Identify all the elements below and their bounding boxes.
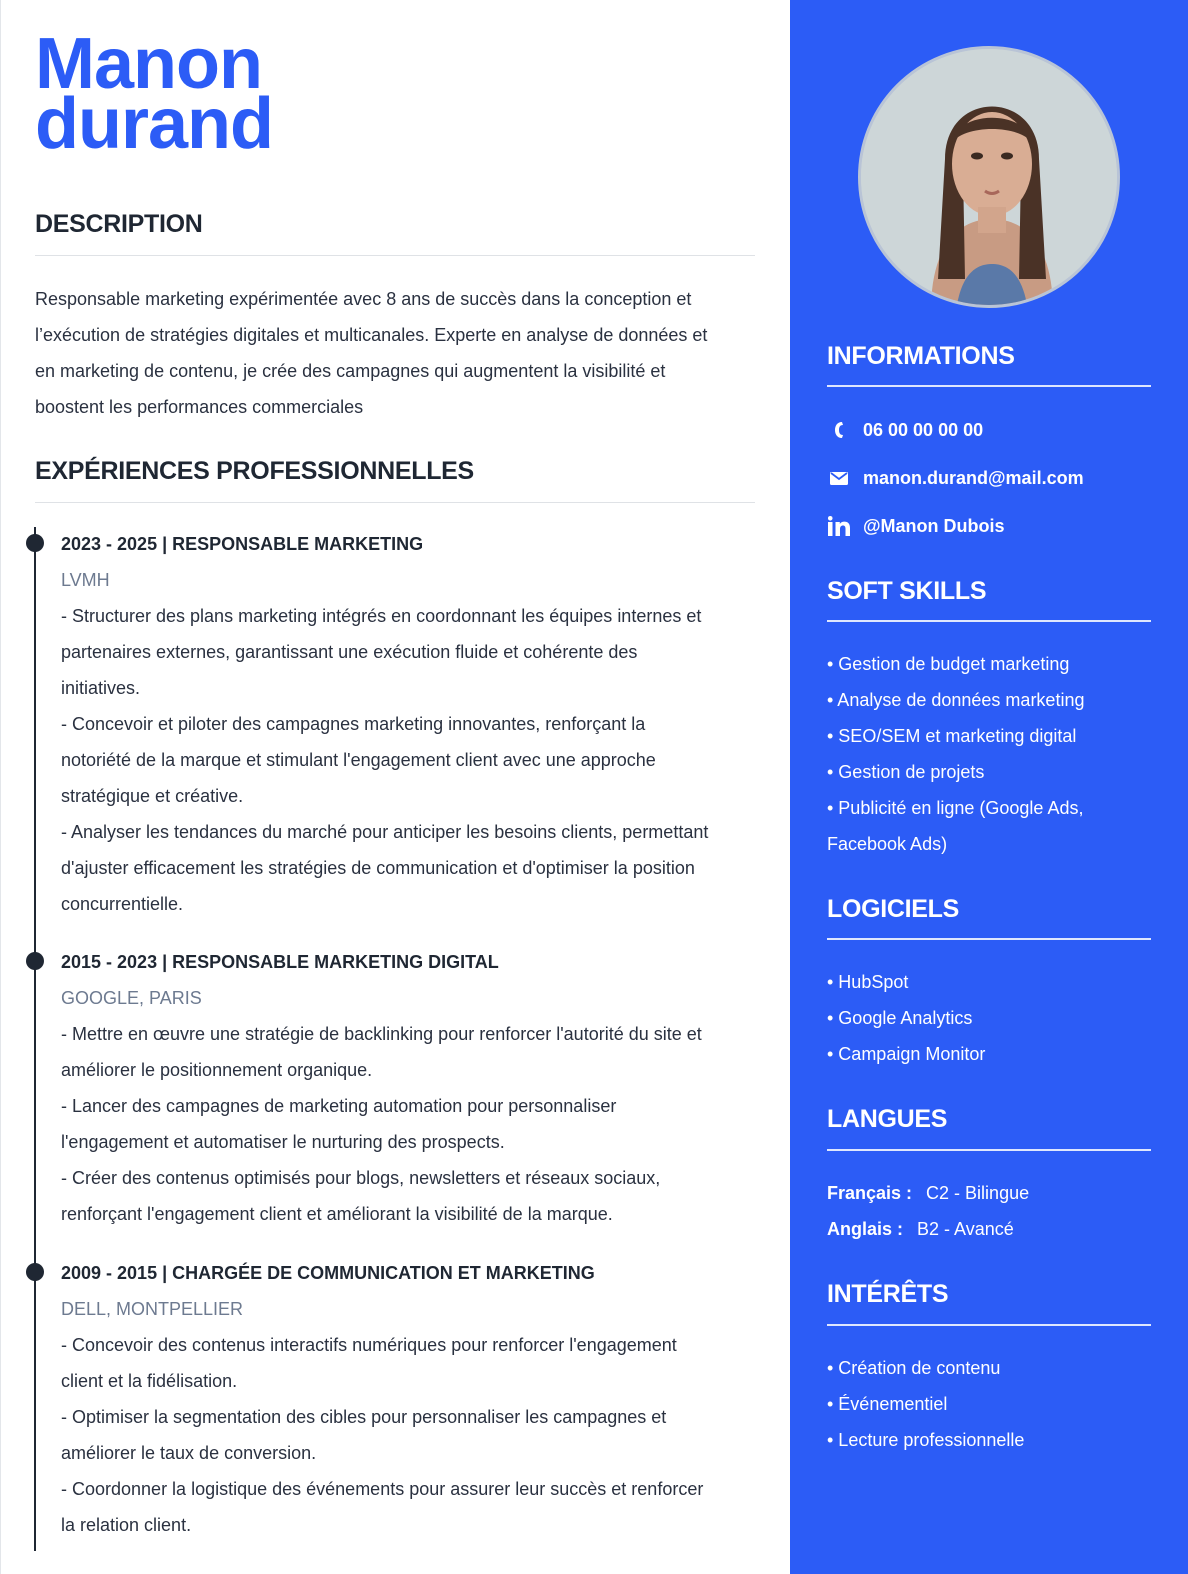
list-item: • Création de contenu [827, 1358, 1001, 1378]
job-entry [61, 1255, 761, 1543]
candidate-name [35, 24, 273, 164]
timeline-line [34, 527, 36, 1551]
first-name: Manon [35, 24, 262, 104]
list-item: • Analyse de données marketing [827, 690, 1085, 710]
interests-list [827, 1350, 1157, 1458]
job-entry [61, 944, 761, 1232]
timeline-dot [26, 952, 44, 970]
job-line: - Structurer des plans marketing intégrés en coordonnant les équipes internes et [61, 606, 702, 626]
job-line: améliorer le taux de conversion. [61, 1443, 317, 1463]
divider [827, 938, 1151, 940]
job-line: concurrentielle. [61, 894, 184, 914]
timeline-dot [26, 1263, 44, 1281]
linkedin-row[interactable] [827, 514, 1005, 538]
language-item [827, 1175, 1029, 1211]
divider [827, 385, 1151, 387]
job-line: - Mettre en œuvre une stratégie de backlinking pour renforcer l'autorité du site et [61, 1024, 702, 1044]
list-item: • Google Analytics [827, 1008, 973, 1028]
job-line: client et la fidélisation. [61, 1371, 238, 1391]
job-line: - Créer des contenus optimisés pour blogs, newsletters et réseaux sociaux, [61, 1168, 661, 1188]
description-line: l’exécution de stratégies digitales et multicanales. Experte en analyse de données et [35, 325, 708, 345]
job-line: l'engagement et automatiser le nurturing des prospects. [61, 1132, 505, 1152]
job-line: notoriété de la marque et stimulant l'engagement client avec une approche [61, 750, 656, 770]
list-item: • Campaign Monitor [827, 1044, 986, 1064]
linkedin-handle: @Manon Dubois [863, 515, 1005, 536]
informations-heading: INFORMATIONS [827, 342, 1015, 370]
email-address: manon.durand@mail.com [863, 467, 1084, 488]
job-line: renforçant l'engagement client et améliorant la visibilité de la marque. [61, 1204, 613, 1224]
list-item: • HubSpot [827, 972, 909, 992]
job-line: - Lancer des campagnes de marketing automation pour personnaliser [61, 1096, 617, 1116]
soft-skills-list [827, 646, 1157, 862]
divider [35, 502, 755, 503]
description-line: en marketing de contenu, je crée des campagnes qui augmentent la visibilité et [35, 361, 666, 381]
job-entry [61, 526, 761, 922]
phone-row[interactable] [827, 418, 983, 442]
job-company: LVMH [61, 570, 110, 590]
list-item: • Gestion de budget marketing [827, 654, 1070, 674]
job-title: 2023 - 2025 | RESPONSABLE MARKETING [61, 534, 424, 554]
linkedin-icon [827, 514, 851, 538]
language-level: C2 - Bilingue [926, 1183, 1030, 1203]
software-heading: LOGICIELS [827, 895, 960, 923]
job-line: partenaires externes, garantissant une exécution fluide et cohérente des [61, 642, 638, 662]
list-item: Facebook Ads) [827, 834, 948, 854]
list-item: • Gestion de projets [827, 762, 985, 782]
portrait-illustration [861, 49, 1120, 308]
experience-heading: EXPÉRIENCES PROFESSIONNELLES [35, 457, 474, 485]
job-line: initiatives. [61, 678, 141, 698]
job-title: 2015 - 2023 | RESPONSABLE MARKETING DIGITAL [61, 952, 499, 972]
phone-icon [827, 418, 851, 442]
list-item: • Événementiel [827, 1394, 948, 1414]
interests-heading: INTÉRÊTS [827, 1280, 949, 1308]
soft-skills-heading: SOFT SKILLS [827, 577, 987, 605]
job-line: stratégique et créative. [61, 786, 244, 806]
list-item: • SEO/SEM et marketing digital [827, 726, 1077, 746]
job-line: améliorer le positionnement organique. [61, 1060, 373, 1080]
divider [827, 1324, 1151, 1326]
description-heading: DESCRIPTION [35, 210, 203, 238]
last-name: durand [35, 84, 273, 164]
software-list [827, 964, 1157, 1072]
profile-photo [858, 46, 1120, 308]
divider [35, 255, 755, 256]
job-line: d'ajuster efficacement les stratégies de communication et d'optimiser la position [61, 858, 695, 878]
job-title: 2009 - 2015 | CHARGÉE DE COMMUNICATION ET MARKETING [61, 1263, 595, 1283]
divider [827, 620, 1151, 622]
job-line: - Coordonner la logistique des événements pour assurer leur succès et renforcer [61, 1479, 704, 1499]
languages-heading: LANGUES [827, 1105, 948, 1133]
job-line: - Analyser les tendances du marché pour anticiper les besoins clients, permettant [61, 822, 709, 842]
job-company: DELL, MONTPELLIER [61, 1299, 244, 1319]
divider [827, 1149, 1151, 1151]
list-item: • Publicité en ligne (Google Ads, [827, 798, 1084, 818]
phone-number: 06 00 00 00 00 [863, 419, 984, 440]
job-line: - Concevoir et piloter des campagnes marketing innovantes, renforçant la [61, 714, 646, 734]
job-line: - Concevoir des contenus interactifs numériques pour renforcer l'engagement [61, 1335, 677, 1355]
email-row[interactable] [827, 466, 1084, 490]
description-line: Responsable marketing expérimentée avec 8 ans de succès dans la conception et [35, 289, 692, 309]
timeline-dot [26, 534, 44, 552]
description-line: boostent les performances commerciales [35, 397, 364, 417]
job-company: GOOGLE, PARIS [61, 988, 202, 1008]
list-item: • Lecture professionnelle [827, 1430, 1025, 1450]
job-line: - Optimiser la segmentation des cibles pour personnaliser les campagnes et [61, 1407, 667, 1427]
language-label: Français : [827, 1183, 913, 1203]
envelope-icon [827, 466, 851, 490]
language-item [827, 1211, 1014, 1247]
job-line: la relation client. [61, 1515, 192, 1535]
language-level: B2 - Avancé [917, 1219, 1014, 1239]
language-label: Anglais : [827, 1219, 904, 1239]
description-text [35, 281, 765, 425]
